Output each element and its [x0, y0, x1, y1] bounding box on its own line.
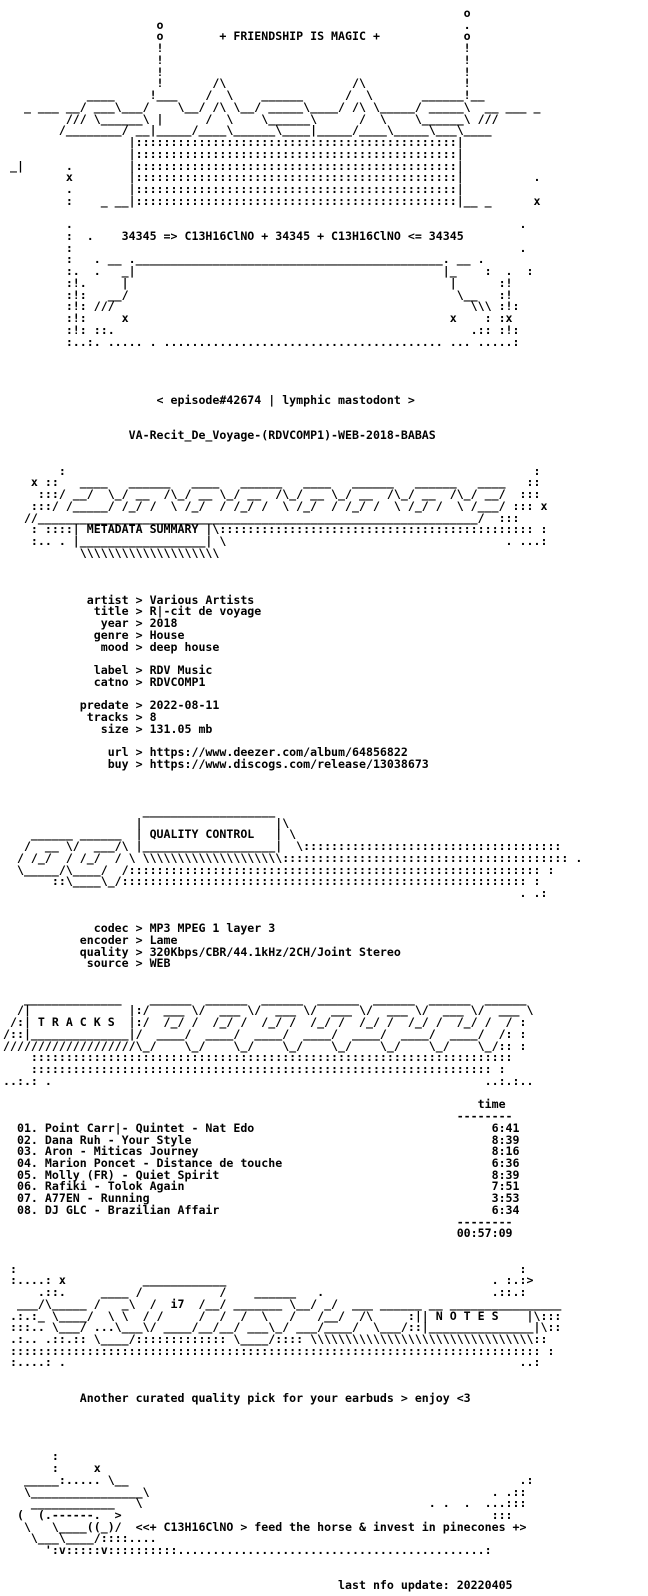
- nfo-line: : . 34345 => C13H16ClNO + 34345 + C13H16ClNO <= 34345: [3, 228, 464, 243]
- nfo-line: ____________ \ . . . ...:::: [3, 1496, 527, 1511]
- nfo-line: :::::::::::::::::::::::::::::::::::::::::::::::::::::::::::::::::::::: [3, 1050, 513, 1065]
- nfo-line: :::.. \___/ ...\___\/ ____/__/__/ ___\_/ ___/____/ \___/::|_______________|\::: [3, 1320, 562, 1335]
- nfo-line: \_____/\____/ /::::::::::::::::::::::::::::::::::::::::::::::::::::::::::: :: [3, 862, 555, 877]
- nfo-line: ! !: [3, 41, 471, 56]
- nfo-line: :: [3, 1449, 59, 1464]
- nfo-line: |::::::::::::::::::::::::::::::::::::::::::::::|: [3, 146, 464, 161]
- nfo-line: / /_/ / /_/ / \ \\\\\\\\\\\\\\\\\\\\::::::::::::::::::::::::::::::::::::::::: .: [3, 850, 583, 865]
- nfo-line: mood > deep house: [3, 639, 220, 654]
- nfo-line: quality > 320Kbps/CBR/44.1kHz/2CH/Joint Stereo: [3, 944, 401, 959]
- nfo-line: x :: ____ ______ ____ ______ ____ ______ ______ ____ ::: [3, 475, 541, 490]
- nfo-line: o + FRIENDSHIP IS MAGIC + o: [3, 29, 471, 44]
- nfo-line: ':v:::::v::::::::::............................................:: [3, 1543, 492, 1558]
- nfo-line: --------: [3, 1109, 513, 1124]
- nfo-line: :::/ /_____/ /_/ / \ /_/ / /_/ / \ /_/ / /_/ / \ /_/ / \ /___/ ::: x: [3, 498, 548, 513]
- nfo-line: /// \______\ | / \ \______\ / \ \______\ ///: [3, 111, 499, 126]
- nfo-line: 03. Aron - Miticas Journey 8:16: [3, 1144, 520, 1159]
- nfo-document: [3, 8, 582, 1592]
- nfo-line: ::\____\_/:::::::::::::::::::::::::::::::::::::::::::::::::::::::::: :: [3, 874, 541, 889]
- nfo-line: codec > MP3 MPEG 1 layer 3: [3, 921, 276, 936]
- nfo-line: 01. Point Carr|- Quintet - Nat Edo 6:41: [3, 1120, 520, 1135]
- nfo-line: /:| T R A C K S |:/ /_/ / /_/ / /_/ / /_/ / /_/ / /_/ / /_/ / / :: [3, 1015, 527, 1030]
- nfo-line: :::::::::::::::::::::::::::::::::::::::::::::::::::::::::::::::::::::::::::: :: [3, 1343, 555, 1358]
- nfo-line: | |\: [3, 815, 290, 830]
- nfo-line: :!. | | :!: [3, 275, 513, 290]
- nfo-line: o: [3, 6, 471, 20]
- nfo-line: ___________________: [3, 803, 290, 818]
- nfo-line: ///////////////////\_/ \_/ \_/ \_/ \_/ \_/ \_/ \_/:: :: [3, 1038, 527, 1053]
- nfo-line: : x: [3, 1461, 101, 1476]
- nfo-line: url > https://www.deezer.com/album/64856822: [3, 745, 408, 760]
- nfo-line: ___/\_____ / _\ / i7 /__/ _______ \__/ _/ ___ ______ __ ________________: [3, 1296, 562, 1311]
- nfo-line: :.. . |__________________| \ . ...:: [3, 534, 548, 549]
- nfo-line: buy > https://www.discogs.com/release/13038673: [3, 757, 429, 771]
- nfo-line: ! !: [3, 64, 471, 79]
- nfo-line: last nfo update: 20220405: [3, 1578, 513, 1593]
- nfo-line: 06. Rafiki - Tolok Again 7:51: [3, 1179, 520, 1194]
- nfo-line: .::. ____ / / ______ . .::.:: [3, 1285, 527, 1300]
- nfo-line: :..:. ..... . ........................................ ... .....:: [3, 334, 520, 349]
- nfo-line: catno > RDVCOMP1: [3, 674, 206, 689]
- nfo-line: ____ !___ / \ ______ / \ ______!__: [3, 88, 485, 103]
- nfo-line: ! /\ /\ !: [3, 76, 471, 91]
- nfo-line: :!: __/ \__ :!: [3, 287, 513, 302]
- nfo-line: 07. A77EN - Running 3:53: [3, 1191, 520, 1206]
- nfo-line: size > 131.05 mb: [3, 721, 213, 736]
- nfo-line: < episode#42674 | lymphic mastodont >: [3, 393, 415, 408]
- nfo-line: genre > House: [3, 627, 185, 642]
- nfo-line: : _ __|::::::::::::::::::::::::::::::::::::::::::::::|__ _ x: [3, 193, 541, 208]
- nfo-line: : .: [3, 240, 527, 255]
- nfo-line: 05. Molly (FR) - Quiet Spirit 8:39: [3, 1167, 520, 1182]
- nfo-line: Another curated quality pick for your earbuds > enjoy <3: [3, 1390, 471, 1405]
- nfo-line: \________________\ . .::: [3, 1484, 527, 1499]
- nfo-line: predate > 2022-08-11: [3, 698, 220, 713]
- nfo-line: :....: x ____________ . :.:>: [3, 1273, 534, 1288]
- nfo-line: ! !: [3, 52, 471, 67]
- nfo-line: /________/ __|_____/____\______\____|_____/____\_____\___\____: [3, 123, 492, 138]
- nfo-line: encoder > Lame: [3, 933, 178, 948]
- nfo-line: / __ \/ ___/\ |___________________| \:::::::::::::::::::::::::::::::::::::: [3, 839, 562, 854]
- nfo-line: :!: /// \\\ :!:: [3, 299, 520, 314]
- nfo-line: /| |:/ ___ \/ ___ \/ ___ \/ ___ \/ ___ \/ ___ \/ ___ \: [3, 1003, 534, 1018]
- nfo-line: :....: . ..:: [3, 1355, 541, 1370]
- nfo-line: //_______________________________________________________________/ :::: [3, 510, 520, 525]
- nfo-line: year > 2018: [3, 616, 178, 631]
- nfo-line: : . __ .____________________________________________. __ .: [3, 252, 485, 267]
- nfo-line: 00:57:09: [3, 1226, 513, 1241]
- nfo-line: : :: [3, 463, 541, 478]
- nfo-line: \\\\\\\\\\\\\\\\\\\\: [3, 545, 220, 560]
- nfo-line: .:.:_ \____/ \ \ / / / / / \ / /__/ /\ :|| N O T E S |\:::: [3, 1308, 562, 1323]
- nfo-line: time: [3, 1097, 506, 1112]
- nfo-line: ______________ ______ ______ ______ ______ ______ ______ ______: [3, 991, 527, 1006]
- nfo-line: _____:..... \__ .:: [3, 1472, 534, 1487]
- nfo-line: . .: [3, 217, 527, 232]
- nfo-line: source > WEB: [3, 956, 171, 971]
- nfo-line: :!: x x : :x: [3, 311, 513, 326]
- nfo-line: --------: [3, 1214, 513, 1229]
- nfo-line: ..:.: . ..:.:..: [3, 1073, 534, 1088]
- nfo-line: : :: [3, 1261, 527, 1276]
- nfo-line: 02. Dana Ruh - Your Style 8:39: [3, 1132, 520, 1147]
- nfo-line: :::::::::::::::::::::::::::::::::::::::::::::::::::::::::::::::::: :: [3, 1062, 506, 1077]
- nfo-line: . .:: [3, 886, 548, 901]
- nfo-line: _| . |::::::::::::::::::::::::::::::::::::::::::::::|: [3, 158, 464, 173]
- nfo-line: 04. Marion Poncet - Distance de touche 6:36: [3, 1155, 520, 1170]
- nfo-line: ( (.------. > :::: [3, 1508, 513, 1522]
- nfo-line: \ \____((_)/ <<+ C13H16ClNO > feed the horse & invest in pinecones +>: [3, 1519, 527, 1534]
- nfo-line: :::/ __/ \_/ __ /\_/ __ \_/ __ /\_/ __ \_/ __ /\_/ __ /\_/ __/ :::: [3, 487, 541, 502]
- nfo-line: ______ ______ | QUALITY CONTROL | \: [3, 827, 297, 842]
- nfo-line: VA-Recit_De_Voyage-(RDVCOMP1)-WEB-2018-BABAS: [3, 428, 436, 443]
- nfo-line: title > R|-cit de voyage: [3, 604, 262, 619]
- nfo-line: :!: ::. .:: :!:: [3, 322, 520, 337]
- nfo-line: label > RDV Music: [3, 663, 213, 678]
- nfo-line: 08. DJ GLC - Brazilian Affair 6:34: [3, 1202, 520, 1217]
- nfo-line: \___\____/::::....: [3, 1531, 157, 1546]
- nfo-line: tracks > 8: [3, 710, 157, 725]
- nfo-line: . |::::::::::::::::::::::::::::::::::::::::::::::|: [3, 182, 464, 197]
- nfo-line: o .: [3, 17, 471, 32]
- nfo-line: |::::::::::::::::::::::::::::::::::::::::::::::|: [3, 135, 464, 150]
- nfo-line: _ ___ __/ ___\___/ \__/ /\ \__/ _____\____/ /\ \_____/ _____\ __ ___ _: [3, 99, 541, 114]
- nfo-line: :. . _| |_ : . :: [3, 264, 534, 279]
- nfo-line: .:.. .::.:: \____/::::::::::::: \____/:::: \\\\\\\\\\\\\\\\\\\\\\\\\\\\\\\\::: [3, 1331, 548, 1346]
- nfo-line: x |::::::::::::::::::::::::::::::::::::::::::::::| .: [3, 170, 541, 185]
- nfo-line: /::|______________|/ ____/ ____/ ____/ ____/ ____/ ____/ ____/ /: :: [3, 1026, 527, 1041]
- nfo-line: artist > Various Artists: [3, 592, 255, 607]
- nfo-line: : ::::| METADATA SUMMARY |\::::::::::::::::::::::::::::::::::::::::::::: :: [3, 522, 548, 537]
